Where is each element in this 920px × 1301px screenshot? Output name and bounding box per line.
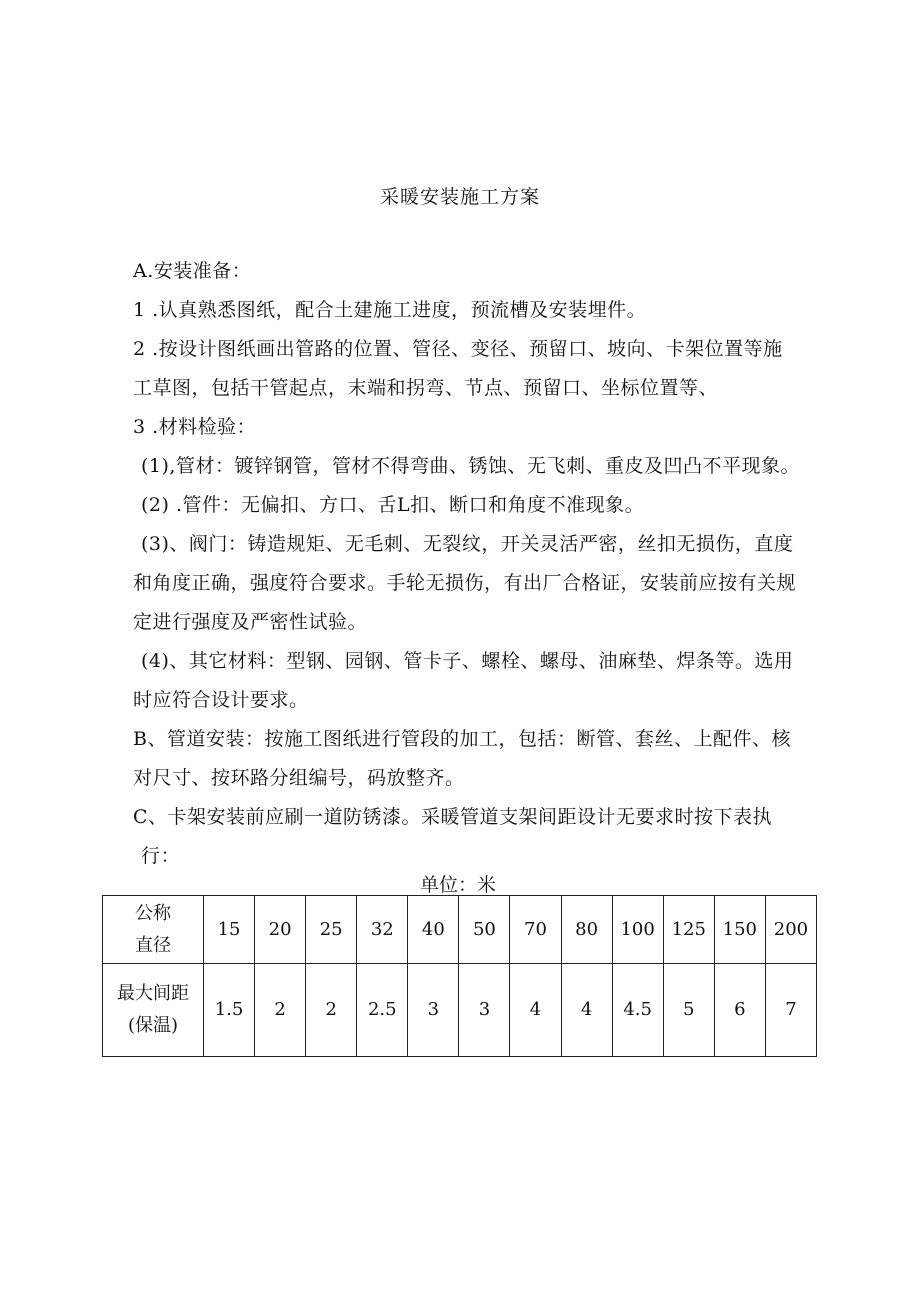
table-cell: 15	[204, 896, 255, 964]
table-cell: 2.5	[357, 964, 408, 1057]
table-row	[103, 896, 817, 964]
table-cell: 100	[612, 896, 663, 964]
table-cell: 6	[714, 964, 765, 1057]
table-cell: 7	[765, 964, 816, 1057]
row-header-max-spacing	[103, 964, 204, 1057]
paragraph-line: (2) .管件：无偏扣、方口、舌L扣、断口和角度不准现象。	[141, 494, 645, 516]
table-cell: 4	[561, 964, 612, 1057]
section-b-line: B、管道安装：按施工图纸进行管段的加工，包括：断管、套丝、上配件、核	[133, 728, 791, 750]
table-cell: 20	[255, 896, 306, 964]
table-row	[103, 964, 817, 1057]
table-cell: 200	[765, 896, 816, 964]
table-cell: 3	[408, 964, 459, 1057]
table-cell: 4.5	[612, 964, 663, 1057]
table-cell: 1.5	[204, 964, 255, 1057]
section-c-line: C、卡架安装前应刷一道防锈漆。采暖管道支架间距设计无要求时按下表执	[133, 806, 773, 828]
table-cell: 2	[255, 964, 306, 1057]
table-cell: 70	[510, 896, 561, 964]
row-header-nominal-diameter	[103, 896, 204, 964]
header-text: 公称	[135, 902, 171, 924]
paragraph-line: 和角度正确，强度符合要求。手轮无损伤，有出厂合格证，安装前应按有关规	[133, 572, 797, 594]
paragraph-line: (4)、其它材料：型钢、园钢、管卡子、螺栓、螺母、油麻垫、焊条等。选用	[141, 650, 794, 672]
table-cell: 2	[306, 964, 357, 1057]
table-cell: 125	[663, 896, 714, 964]
paragraph-line: 定进行强度及严密性试验。	[133, 611, 368, 633]
paragraph-line: 对尺寸、按环路分组编号，码放整齐。	[133, 767, 465, 789]
header-text: 直径	[135, 934, 171, 956]
paragraph-line: 工草图，包括干管起点，末端和拐弯、节点、预留口、坐标位置等、	[133, 377, 719, 399]
paragraph-line: (3)、阀门：铸造规矩、无毛刺、无裂纹，开关灵活严密，丝扣无损伤，直度	[141, 533, 794, 555]
table-cell: 40	[408, 896, 459, 964]
table-cell: 4	[510, 964, 561, 1057]
paragraph-line: (1),管材：镀锌钢管，管材不得弯曲、锈蚀、无飞刺、重皮及凹凸不平现象。	[141, 455, 800, 477]
table-cell: 5	[663, 964, 714, 1057]
paragraph-line: 3 .材料检验：	[133, 416, 257, 438]
table-cell: 32	[357, 896, 408, 964]
paragraph-line: 2 .按设计图纸画出管路的位置、管径、变径、预留口、坡向、卡架位置等施	[133, 338, 783, 360]
table-cell: 80	[561, 896, 612, 964]
table-cell: 150	[714, 896, 765, 964]
header-text: (保温)	[127, 1015, 179, 1036]
paragraph-line: 行：	[141, 845, 181, 867]
support-spacing-table	[102, 895, 817, 1057]
table-cell: 50	[459, 896, 510, 964]
unit-label: 单位：米	[420, 874, 497, 896]
header-text: 最大间距	[117, 983, 189, 1004]
table-cell: 25	[306, 896, 357, 964]
table-cell: 3	[459, 964, 510, 1057]
section-a-heading: A.安装准备：	[133, 260, 252, 282]
paragraph-line: 1 .认真熟悉图纸，配合土建施工进度，预流槽及安装埋件。	[133, 299, 647, 321]
document-title: 采暖安装施工方案	[379, 186, 540, 208]
paragraph-line: 时应符合设计要求。	[133, 689, 309, 711]
